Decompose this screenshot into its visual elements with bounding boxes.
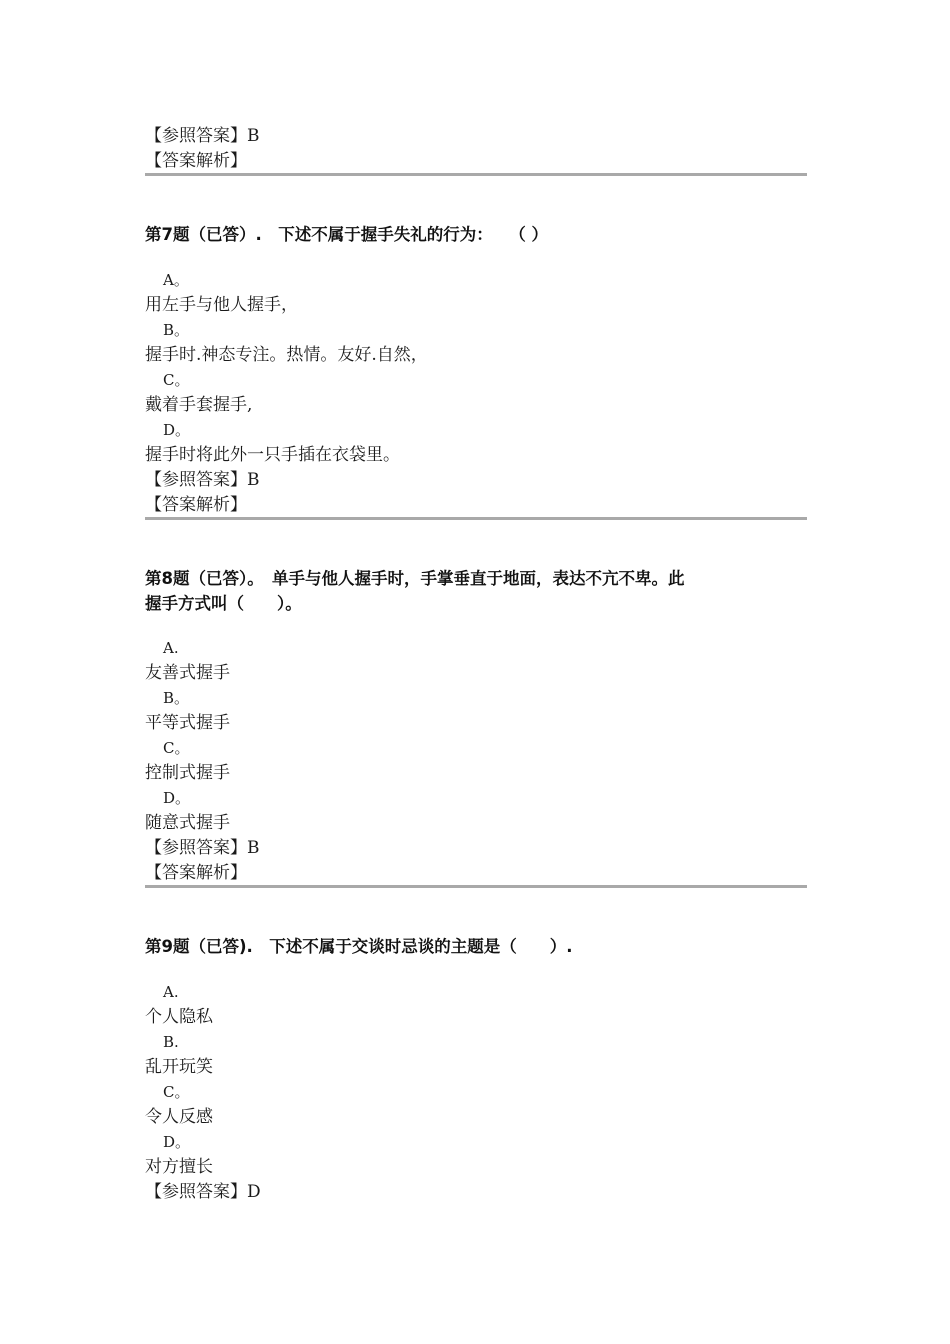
- question-9: [145, 934, 807, 1205]
- option-letter: A.: [163, 983, 179, 1001]
- option-letter: D。: [163, 1133, 191, 1151]
- option-text: 对方擅长: [145, 1157, 213, 1177]
- reference-answer: 【参照答案】B: [145, 838, 260, 858]
- question-title-continued: 握手方式叫（ ）。: [145, 594, 302, 613]
- option-text: 平等式握手: [145, 713, 230, 733]
- option-letter: C。: [163, 1083, 190, 1101]
- question-title: 第9题（已答). 下述不属于交谈时忌谈的主题是（ ）.: [145, 937, 573, 956]
- option-text: 控制式握手: [145, 763, 230, 783]
- reference-answer: 【参照答案】B: [145, 126, 260, 146]
- previous-question-tail: [145, 124, 807, 174]
- option-letter: B。: [163, 321, 190, 339]
- option-text: 握手时将此外一只手插在衣袋里。: [145, 445, 400, 465]
- separator-line: [145, 885, 807, 888]
- option-text: 随意式握手: [145, 813, 230, 833]
- option-text: 乱开玩笑: [145, 1057, 213, 1077]
- option-letter: A。: [163, 271, 189, 289]
- option-letter: D。: [163, 421, 191, 439]
- option-letter: B.: [163, 1033, 179, 1051]
- question-7: [145, 222, 807, 518]
- answer-analysis: 【答案解析】: [145, 151, 247, 171]
- option-letter: A.: [163, 639, 179, 657]
- option-letter: C。: [163, 739, 190, 757]
- question-title: 第8题（已答）。 单手与他人握手时，手掌垂直于地面，表达不亢不卑。此: [145, 569, 685, 588]
- question-title: 第7题（已答）. 下述不属于握手失礼的行为： （ ）: [145, 225, 548, 244]
- option-text: 个人隐私: [145, 1007, 213, 1027]
- option-text: 握手时.神态专注。热情。友好.自然，: [145, 345, 428, 365]
- option-text: 戴着手套握手,: [145, 395, 253, 415]
- option-letter: B。: [163, 689, 190, 707]
- answer-analysis: 【答案解析】: [145, 863, 247, 883]
- question-8: [145, 566, 807, 886]
- separator-line: [145, 173, 807, 176]
- option-letter: C。: [163, 371, 190, 389]
- option-text: 友善式握手: [145, 663, 230, 683]
- option-text: 用左手与他人握手，: [145, 295, 298, 315]
- option-letter: D。: [163, 789, 191, 807]
- reference-answer: 【参照答案】D: [145, 1182, 261, 1202]
- option-text: 令人反感: [145, 1107, 213, 1127]
- separator-line: [145, 517, 807, 520]
- answer-analysis: 【答案解析】: [145, 495, 247, 515]
- reference-answer: 【参照答案】B: [145, 470, 260, 490]
